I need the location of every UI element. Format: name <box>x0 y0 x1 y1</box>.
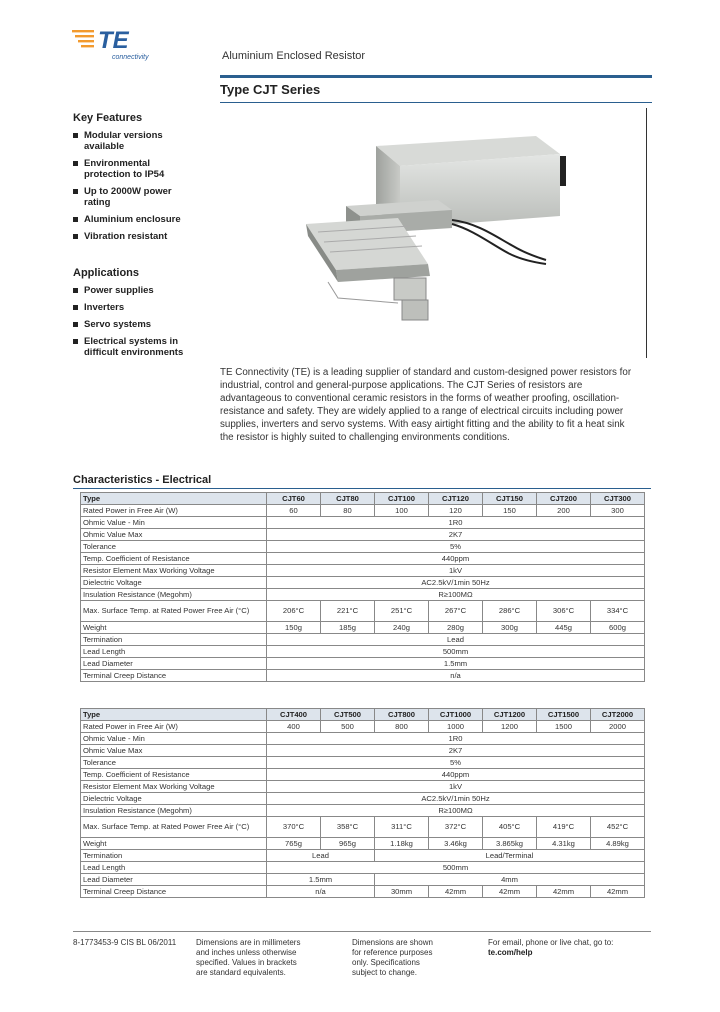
footer-doc-number: 8-1773453-9 CIS BL 06/2011 <box>73 938 177 947</box>
table-row <box>81 886 645 898</box>
value-cell: 1.18kg <box>375 838 429 850</box>
value-cell: 267°C <box>429 601 483 622</box>
table-row <box>81 517 645 529</box>
value-cell: 300g <box>483 622 537 634</box>
header-model-cell: CJT1200 <box>483 709 537 721</box>
characteristics-title: Characteristics - Electrical <box>73 474 212 486</box>
row-label: Weight <box>81 838 267 850</box>
spanned-value-cell: 1.5mm <box>267 658 645 670</box>
te-logo <box>72 24 172 64</box>
value-cell: 185g <box>321 622 375 634</box>
table-row <box>81 601 645 622</box>
row-label: Insulation Resistance (Megohm) <box>81 589 267 601</box>
small-resistor-image <box>306 218 430 320</box>
spanned-value-cell: 5% <box>267 757 645 769</box>
value-cell: 600g <box>591 622 645 634</box>
header-model-cell: CJT400 <box>267 709 321 721</box>
key-features-list <box>72 130 192 248</box>
row-label: Tolerance <box>81 757 267 769</box>
footer-help <box>488 938 658 958</box>
grouped-value-cell: 30mm <box>375 886 429 898</box>
applications-list <box>72 285 192 364</box>
row-label: Lead Length <box>81 862 267 874</box>
row-label: Temp. Coefficient of Resistance <box>81 553 267 565</box>
value-cell: 280g <box>429 622 483 634</box>
spanned-value-cell: 5% <box>267 541 645 553</box>
row-label: Max. Surface Temp. at Rated Power Free Air (°C) <box>81 601 267 622</box>
spanned-value-cell: 1R0 <box>267 517 645 529</box>
grouped-value-cell: Lead/Terminal <box>375 850 645 862</box>
table-header-row <box>81 493 645 505</box>
series-title: Type CJT Series <box>220 82 321 97</box>
spanned-value-cell: 1kV <box>267 565 645 577</box>
header-model-cell: CJT2000 <box>591 709 645 721</box>
value-cell: 240g <box>375 622 429 634</box>
electrical-table-2 <box>80 708 645 898</box>
spanned-value-cell: 1kV <box>267 781 645 793</box>
feature-item: Environmental protection to IP54 <box>72 158 192 180</box>
value-cell: 452°C <box>591 817 645 838</box>
grouped-value-cell: 42mm <box>483 886 537 898</box>
value-cell: 206°C <box>267 601 321 622</box>
table-row <box>81 565 645 577</box>
value-cell: 405°C <box>483 817 537 838</box>
table-row <box>81 793 645 805</box>
series-rule <box>220 102 652 103</box>
header-model-cell: CJT60 <box>267 493 321 505</box>
table-row <box>81 745 645 757</box>
header-model-cell: CJT200 <box>537 493 591 505</box>
value-cell: 4.31kg <box>537 838 591 850</box>
table-row <box>81 838 645 850</box>
feature-item: Vibration resistant <box>72 231 192 242</box>
value-cell: 4.89kg <box>591 838 645 850</box>
table-row <box>81 622 645 634</box>
value-cell: 1000 <box>429 721 483 733</box>
grouped-value-cell: 1.5mm <box>267 874 375 886</box>
header-model-cell: CJT100 <box>375 493 429 505</box>
application-item: Servo systems <box>72 319 192 330</box>
table-row <box>81 541 645 553</box>
row-label: Terminal Creep Distance <box>81 886 267 898</box>
table-row <box>81 589 645 601</box>
value-cell: 100 <box>375 505 429 517</box>
table-row <box>81 505 645 517</box>
header-type-label: Type <box>81 709 267 721</box>
spanned-value-cell: Lead <box>267 634 645 646</box>
value-cell: 3.46kg <box>429 838 483 850</box>
row-label: Terminal Creep Distance <box>81 670 267 682</box>
grouped-value-cell: 42mm <box>591 886 645 898</box>
table-header-row <box>81 709 645 721</box>
intro-paragraph: TE Connectivity (TE) is a leading supplier of standard and custom-designed power resistors for industrial, control and general-purpose applications. The CJT Series of resistors are advantageous to conventional ceramic resistors in the forms of weather proofing, oscillation-resistance and safety. They are widely applied to a range of electrical circuits including power supplies, inverters and servo systems. With easy airtight fitting and the ability to fit a heat sink the resistor is highly suited to challenging environments conditions. <box>220 367 632 443</box>
logo-brand-sub: connectivity <box>112 54 149 61</box>
header-model-cell: CJT150 <box>483 493 537 505</box>
value-cell: 358°C <box>321 817 375 838</box>
value-cell: 286°C <box>483 601 537 622</box>
spanned-value-cell: 440ppm <box>267 553 645 565</box>
table-row <box>81 781 645 793</box>
header-model-cell: CJT1500 <box>537 709 591 721</box>
value-cell: 306°C <box>537 601 591 622</box>
application-item: Inverters <box>72 302 192 313</box>
table-row <box>81 805 645 817</box>
value-cell: 800 <box>375 721 429 733</box>
table-row <box>81 757 645 769</box>
row-label: Ohmic Value Max <box>81 745 267 757</box>
feature-item: Modular versions available <box>72 130 192 152</box>
applications-heading: Applications <box>73 267 140 279</box>
value-cell: 150g <box>267 622 321 634</box>
row-label: Lead Length <box>81 646 267 658</box>
value-cell: 400 <box>267 721 321 733</box>
row-label: Lead Diameter <box>81 874 267 886</box>
header-model-cell: CJT80 <box>321 493 375 505</box>
spanned-value-cell: 440ppm <box>267 769 645 781</box>
value-cell: 120 <box>429 505 483 517</box>
value-cell: 500 <box>321 721 375 733</box>
row-label: Lead Diameter <box>81 658 267 670</box>
spanned-value-cell: 2K7 <box>267 745 645 757</box>
value-cell: 765g <box>267 838 321 850</box>
value-cell: 200 <box>537 505 591 517</box>
photo-divider <box>646 108 647 358</box>
table-row <box>81 721 645 733</box>
application-item: Electrical systems in difficult environments <box>72 336 192 358</box>
footer-dims-note: Dimensions are in millimeters and inches unless otherwise specified. Values in brackets are standard equivalents. <box>196 938 301 977</box>
row-label: Termination <box>81 850 267 862</box>
doc-title: Aluminium Enclosed Resistor <box>222 50 366 62</box>
value-cell: 80 <box>321 505 375 517</box>
feature-item: Up to 2000W power rating <box>72 186 192 208</box>
value-cell: 311°C <box>375 817 429 838</box>
row-label: Dielectric Voltage <box>81 793 267 805</box>
table-row <box>81 817 645 838</box>
value-cell: 300 <box>591 505 645 517</box>
row-label: Termination <box>81 634 267 646</box>
value-cell: 2000 <box>591 721 645 733</box>
grouped-value-cell: 42mm <box>537 886 591 898</box>
row-label: Resistor Element Max Working Voltage <box>81 781 267 793</box>
grouped-value-cell: 4mm <box>375 874 645 886</box>
characteristics-rule <box>73 488 651 489</box>
table-row <box>81 634 645 646</box>
row-label: Temp. Coefficient of Resistance <box>81 769 267 781</box>
spanned-value-cell: AC2.5kV/1min 50Hz <box>267 793 645 805</box>
header-model-cell: CJT800 <box>375 709 429 721</box>
row-label: Rated Power in Free Air (W) <box>81 505 267 517</box>
footer-help-link[interactable]: te.com/help <box>488 948 533 957</box>
header-model-cell: CJT120 <box>429 493 483 505</box>
table-row <box>81 646 645 658</box>
table-row <box>81 733 645 745</box>
header-model-cell: CJT1000 <box>429 709 483 721</box>
value-cell: 372°C <box>429 817 483 838</box>
table-row <box>81 769 645 781</box>
value-cell: 370°C <box>267 817 321 838</box>
table-row <box>81 670 645 682</box>
product-photo <box>298 128 638 343</box>
header-type-label: Type <box>81 493 267 505</box>
header-rule <box>220 75 652 78</box>
grouped-value-cell: Lead <box>267 850 375 862</box>
spanned-value-cell: n/a <box>267 670 645 682</box>
value-cell: 1200 <box>483 721 537 733</box>
row-label: Insulation Resistance (Megohm) <box>81 805 267 817</box>
row-label: Max. Surface Temp. at Rated Power Free Air (°C) <box>81 817 267 838</box>
table-row <box>81 658 645 670</box>
footer-rule <box>73 931 651 932</box>
table-row <box>81 553 645 565</box>
value-cell: 150 <box>483 505 537 517</box>
header-model-cell: CJT300 <box>591 493 645 505</box>
spanned-value-cell: R≥100MΩ <box>267 805 645 817</box>
logo-stripes-icon <box>72 30 94 47</box>
spanned-value-cell: AC2.5kV/1min 50Hz <box>267 577 645 589</box>
row-label: Ohmic Value - Min <box>81 733 267 745</box>
value-cell: 221°C <box>321 601 375 622</box>
footer-help-prefix: For email, phone or live chat, go to: <box>488 938 614 947</box>
row-label: Ohmic Value - Min <box>81 517 267 529</box>
electrical-table-1 <box>80 492 645 682</box>
header-model-cell: CJT500 <box>321 709 375 721</box>
key-features-heading: Key Features <box>73 112 143 124</box>
table-row <box>81 529 645 541</box>
feature-item: Aluminium enclosure <box>72 214 192 225</box>
value-cell: 3.865kg <box>483 838 537 850</box>
grouped-value-cell: 42mm <box>429 886 483 898</box>
value-cell: 334°C <box>591 601 645 622</box>
value-cell: 445g <box>537 622 591 634</box>
spanned-value-cell: 1R0 <box>267 733 645 745</box>
spanned-value-cell: 500mm <box>267 646 645 658</box>
value-cell: 965g <box>321 838 375 850</box>
row-label: Tolerance <box>81 541 267 553</box>
logo-brand: TE <box>98 27 129 54</box>
table-row <box>81 577 645 589</box>
row-label: Dielectric Voltage <box>81 577 267 589</box>
spanned-value-cell: 2K7 <box>267 529 645 541</box>
table-row <box>81 862 645 874</box>
row-label: Rated Power in Free Air (W) <box>81 721 267 733</box>
value-cell: 60 <box>267 505 321 517</box>
footer-ref-note: Dimensions are shown for reference purposes only. Specifications subject to change. <box>352 938 433 977</box>
table-row <box>81 850 645 862</box>
row-label: Weight <box>81 622 267 634</box>
grouped-value-cell: n/a <box>267 886 375 898</box>
table-row <box>81 874 645 886</box>
row-label: Resistor Element Max Working Voltage <box>81 565 267 577</box>
application-item: Power supplies <box>72 285 192 296</box>
spanned-value-cell: R≥100MΩ <box>267 589 645 601</box>
value-cell: 419°C <box>537 817 591 838</box>
value-cell: 251°C <box>375 601 429 622</box>
row-label: Ohmic Value Max <box>81 529 267 541</box>
spanned-value-cell: 500mm <box>267 862 645 874</box>
value-cell: 1500 <box>537 721 591 733</box>
